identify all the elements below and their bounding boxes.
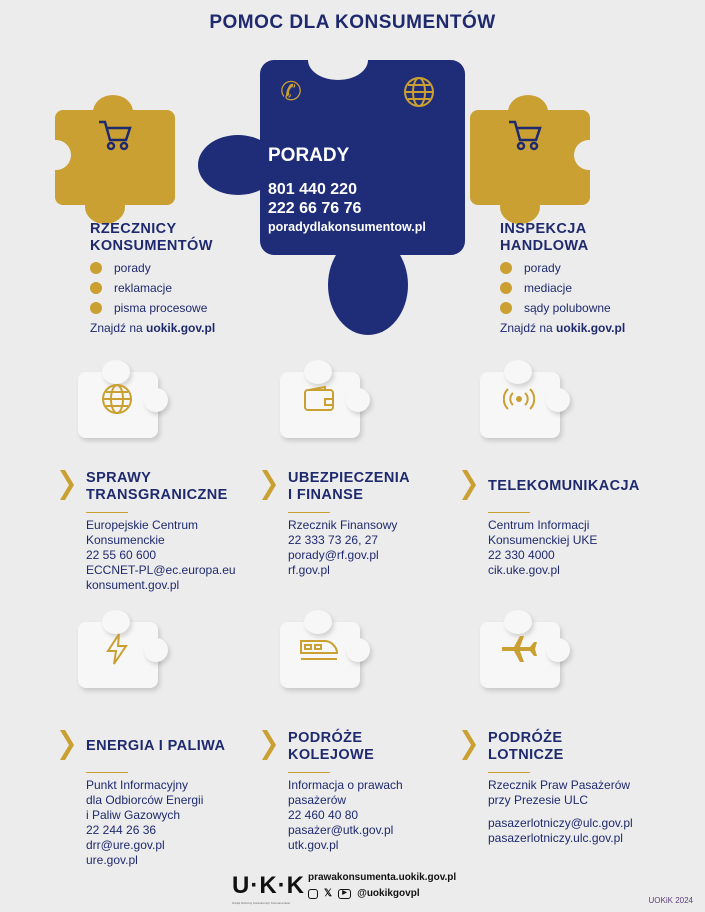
page-title: POMOC DLA KONSUMENTÓW (209, 12, 496, 33)
detail-line (488, 578, 597, 586)
detail-line: Punkt Informacyjny (86, 778, 189, 792)
chevron-right-icon (462, 730, 476, 760)
detail-line[interactable]: porady@rf.gov.pl (288, 548, 379, 562)
detail-line: Centrum Informacji (488, 518, 590, 532)
card-details (288, 518, 397, 586)
list-item: sądy polubowne (500, 301, 625, 315)
list-item: reklamacje (90, 281, 215, 295)
detail-line[interactable]: utk.gov.pl (288, 838, 339, 852)
detail-line: Konsumenckie (86, 533, 165, 547)
shopping-cart-icon (505, 115, 545, 155)
social-handle[interactable]: @uokikgovpl (357, 888, 420, 899)
social-row (308, 888, 420, 899)
shopping-cart-icon (95, 115, 135, 155)
divider (288, 512, 330, 513)
porady-link[interactable]: poradydlakonsumentow.pl (268, 220, 426, 234)
divider (488, 772, 530, 773)
x-icon[interactable]: 𝕏 (324, 888, 333, 899)
divider (86, 512, 128, 513)
card-details (86, 518, 236, 593)
rzecznicy-section (90, 221, 215, 336)
porady-heading: PORADY (268, 145, 350, 166)
wallet-icon (290, 374, 348, 424)
detail-line[interactable]: pasażer@utk.gov.pl (288, 823, 394, 837)
divider (488, 512, 530, 513)
detail-line: Europejskie Centrum (86, 518, 199, 532)
youtube-icon[interactable]: ▶ (338, 889, 351, 899)
detail-line: 22 244 26 36 (86, 823, 157, 837)
detail-line (488, 808, 633, 816)
list-item: porady (500, 261, 625, 275)
chevron-right-icon (462, 470, 476, 500)
find-link-text: Znajdź na uokik.gov.pl (500, 321, 626, 335)
uokik-logo: U·K·K (232, 872, 305, 899)
phone-number: 801 440 220 (268, 181, 357, 198)
phone-number: 222 66 76 76 (268, 200, 362, 217)
detail-line[interactable]: cik.uke.gov.pl (488, 563, 560, 577)
detail-line[interactable]: pasazerlotniczy@ulc.gov.pl (488, 816, 633, 830)
find-link-text: Znajdź na uokik.gov.pl (90, 321, 216, 335)
detail-line[interactable]: pasazerlotniczy.ulc.gov.pl (488, 831, 623, 845)
detail-line: Konsumenckiej UKE (488, 533, 598, 547)
detail-line[interactable]: rf.gov.pl (288, 563, 330, 577)
logo-subtitle: Urząd Ochrony Konkurencji i Konsumentów (232, 901, 291, 905)
card-heading: ENERGIA I PALIWA (86, 738, 226, 754)
detail-line[interactable]: ure.gov.pl (86, 853, 138, 867)
detail-line: Rzecznik Praw Pasażerów (488, 778, 631, 792)
section-heading: INSPEKCJA HANDLOWA (500, 221, 589, 254)
detail-line: i Paliw Gazowych (86, 808, 181, 822)
detail-line (288, 578, 397, 586)
detail-line: pasażerów (288, 793, 347, 807)
card-heading: UBEZPIECZENIA I FINANSE (288, 470, 411, 503)
plane-icon (490, 624, 548, 674)
chevron-right-icon (60, 470, 74, 500)
detail-line: 22 460 40 80 (288, 808, 359, 822)
divider (288, 772, 330, 773)
lightning-icon (88, 624, 146, 674)
phone-icon: ✆ (280, 75, 302, 106)
uokik-link[interactable]: uokik.gov.pl (556, 321, 626, 335)
card-details (86, 778, 203, 868)
chevron-right-icon (262, 730, 276, 760)
inspekcja-section (500, 221, 625, 336)
divider (86, 772, 128, 773)
detail-line: 22 55 60 600 (86, 548, 157, 562)
list-item: porady (90, 261, 215, 275)
instagram-icon[interactable] (308, 889, 318, 899)
chevron-right-icon (60, 730, 74, 760)
detail-line: przy Prezesie ULC (488, 793, 589, 807)
porady-phones (268, 180, 361, 218)
card-heading: PODRÓŻE KOLEJOWE (288, 730, 375, 763)
detail-line: dla Odbiorców Energii (86, 793, 204, 807)
card-heading: SPRAWY TRANSGRANICZNE (86, 470, 228, 503)
train-icon (290, 624, 348, 674)
detail-line: 22 330 4000 (488, 548, 555, 562)
globe-icon (401, 74, 437, 110)
card-details (488, 518, 597, 586)
card-heading: PODRÓŻE LOTNICZE (488, 730, 564, 763)
detail-line: Rzecznik Finansowy (288, 518, 398, 532)
signal-icon (490, 374, 548, 424)
footer-site-link[interactable]: prawakonsumenta.uokik.gov.pl (308, 872, 457, 883)
list-item: pisma procesowe (90, 301, 215, 315)
card-details (488, 778, 633, 846)
globe-icon (88, 374, 146, 424)
card-heading: TELEKOMUNIKACJA (488, 478, 640, 494)
card-details (288, 778, 403, 853)
detail-line[interactable]: drr@ure.gov.pl (86, 838, 165, 852)
detail-line[interactable]: konsument.gov.pl (86, 578, 180, 592)
chevron-right-icon (262, 470, 276, 500)
uokik-link[interactable]: uokik.gov.pl (146, 321, 216, 335)
detail-line[interactable]: ECCNET-PL@ec.europa.eu (86, 563, 236, 577)
detail-line: Informacja o prawach (288, 778, 403, 792)
section-heading: RZECZNICY KONSUMENTÓW (90, 221, 213, 254)
detail-line: 22 333 73 26, 27 (288, 533, 379, 547)
credit: UOKiK 2024 (648, 896, 693, 905)
list-item: mediacje (500, 281, 625, 295)
